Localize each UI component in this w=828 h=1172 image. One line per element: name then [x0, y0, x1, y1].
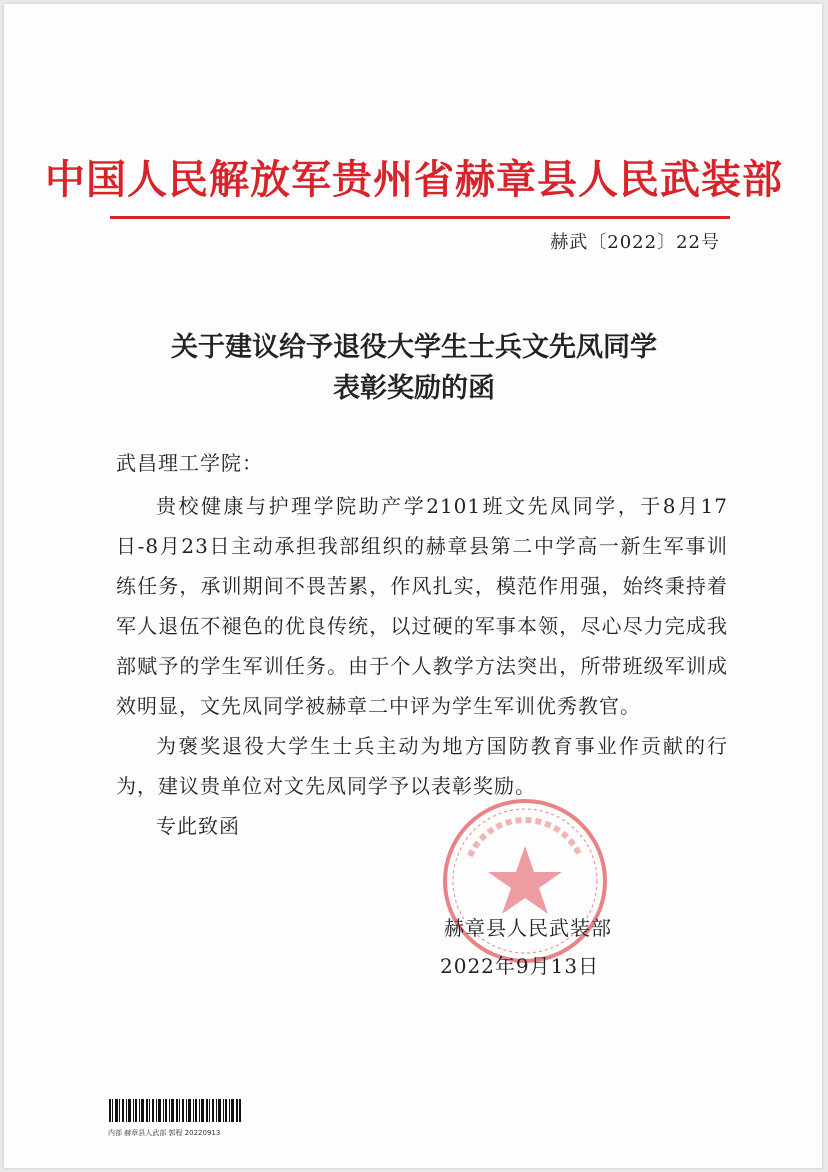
document-title-line-1: 关于建议给予退役大学生士兵文先凤同学: [171, 332, 657, 363]
issuing-organization-header: 中国人民解放军贵州省赫章县人民武装部: [45, 157, 783, 203]
document-number: 赫武〔2022〕22号: [550, 232, 720, 253]
letter-body: [116, 486, 728, 846]
red-header-divider: [110, 216, 730, 219]
footer-note: 内部 赫章县人武部 郭程 20220913: [108, 1129, 221, 1137]
document-title-line-2: 表彰奖励的函: [333, 373, 495, 404]
closing-phrase: 专此致函: [156, 814, 240, 838]
body-paragraph: 贵校健康与护理学院助产学2101班文先凤同学，于8月17日-8月23日主动承担我部组织的赫章县第二中学高一新生军事训练任务，承训期间不畏苦累，作风扎实，模范作用强，始终秉持着军人退伍不褪色的优良传统，以过硬的军事本领，尽心尽力完成我部赋予的学生军训任务。由于个人教学方法突出，所带班级军训成效明显，文先凤同学被赫章二中评为学生军训优秀教官。: [116, 494, 728, 718]
barcode-icon: [108, 1098, 242, 1123]
salutation: 武昌理工学院：: [116, 451, 263, 475]
body-paragraph: 为褒奖退役大学生士兵主动为地方国防教育事业作贡献的行为，建议贵单位对文先凤同学予以表彰奖励。: [116, 734, 728, 798]
signer-organization: 赫章县人民武装部: [444, 916, 612, 940]
signature-date: 2022年9月13日: [440, 954, 600, 978]
